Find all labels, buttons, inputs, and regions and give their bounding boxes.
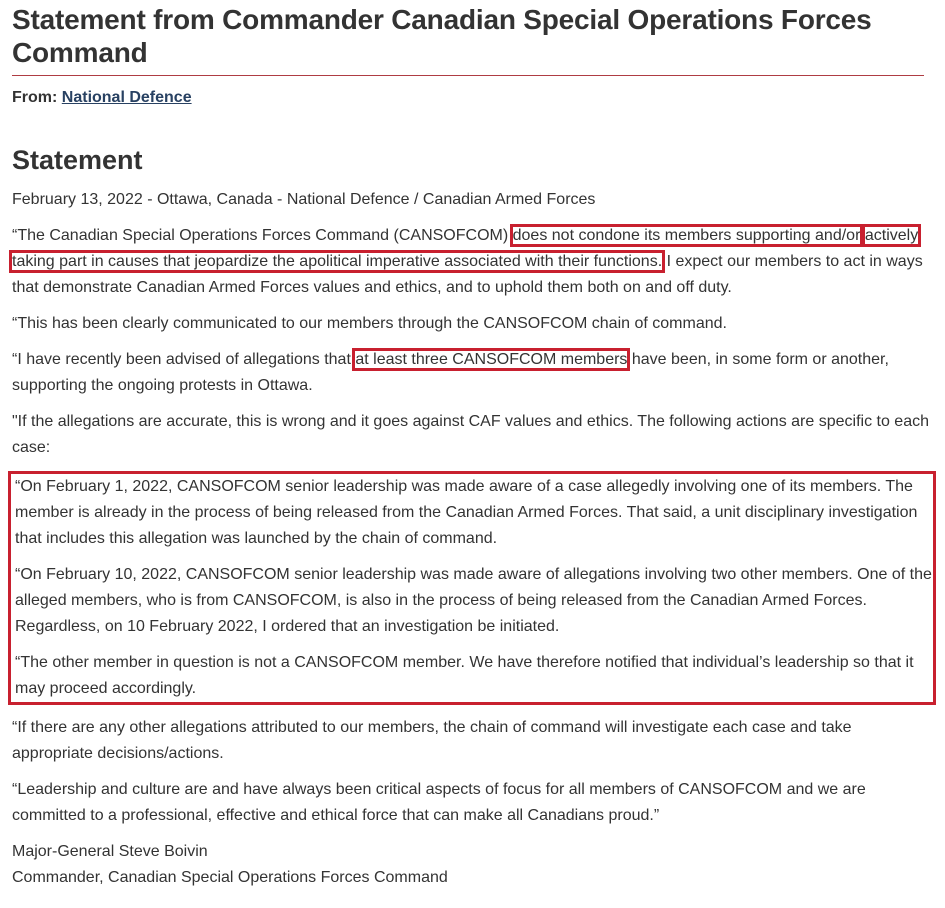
signature-block [12,839,933,891]
case-2-paragraph: “On February 10, 2022, CANSOFCOM senior leadership was made aware of allegations involving two other members. One of the alleged members, who is from CANSOFCOM, is also in the process of being released from the Canadian Armed Forces. Regardless, on 10 February 2022, I ordered that an investigation be initiated. [15,566,932,635]
from-line [12,88,933,108]
p3-text-a: “I have recently been advised of allegations that [12,351,351,368]
paragraph-1 [12,223,930,301]
paragraph-4: "If the allegations are accurate, this is wrong and it goes against CAF values and ethics. The following actions are specific to each case: [12,413,929,456]
from-label: From: [12,89,58,106]
p3-text-b: have been, in some form or another, supporting the ongoing protests in Ottawa. [12,351,889,394]
national-defence-link[interactable]: National Defence [61,89,192,106]
case-1-paragraph: “On February 1, 2022, CANSOFCOM senior leadership was made aware of a case allegedly involving one of its members. The member is already in the process of being released from the Canadian Armed Forces. That said, a unit disciplinary investigation that includes this allegation was launched by the chain of command. [15,478,918,547]
p1-text-b: I expect our members to act in ways that demonstrate Canadian Armed Forces values and ethics, and to uphold them both on and off duty. [12,253,923,296]
paragraph-6: “Leadership and culture are and have always been critical aspects of focus for all members of CANSOFCOM and we are committed to a professional, effective and ethical force that can make all Canadians proud.” [12,781,866,824]
paragraph-2: “This has been clearly communicated to our members through the CANSOFCOM chain of command. [12,315,727,332]
p3-highlight: at least three CANSOFCOM members [355,351,628,368]
page-title: Statement from Commander Canadian Special Operations Forces Command [12,4,872,68]
paragraph-5: “If there are any other allegations attributed to our members, the chain of command will investigate each case and take appropriate decisions/actions. [12,719,852,762]
paragraph-3 [12,347,930,399]
p1-highlight-2: actively taking part in causes that jeopardize the apolitical imperative associated with their functions. [12,227,919,270]
p1-text-a: “The Canadian Special Operations Forces Command (CANSOFCOM) [12,227,509,244]
signature-role: Commander, Canadian Special Operations Forces Command [12,869,448,886]
case-3-paragraph: “The other member in question is not a CANSOFCOM member. We have therefore notified that individual’s leadership so that it may proceed accordingly. [15,654,914,697]
dateline: February 13, 2022 - Ottawa, Canada - National Defence / Canadian Armed Forces [12,191,596,208]
title-divider [12,75,924,76]
signature-name: Major-General Steve Boivin [12,843,208,860]
section-heading: Statement [12,145,143,175]
cases-highlight-box [8,471,936,705]
p1-highlight-1: does not condone its members supporting and/or [512,227,861,244]
